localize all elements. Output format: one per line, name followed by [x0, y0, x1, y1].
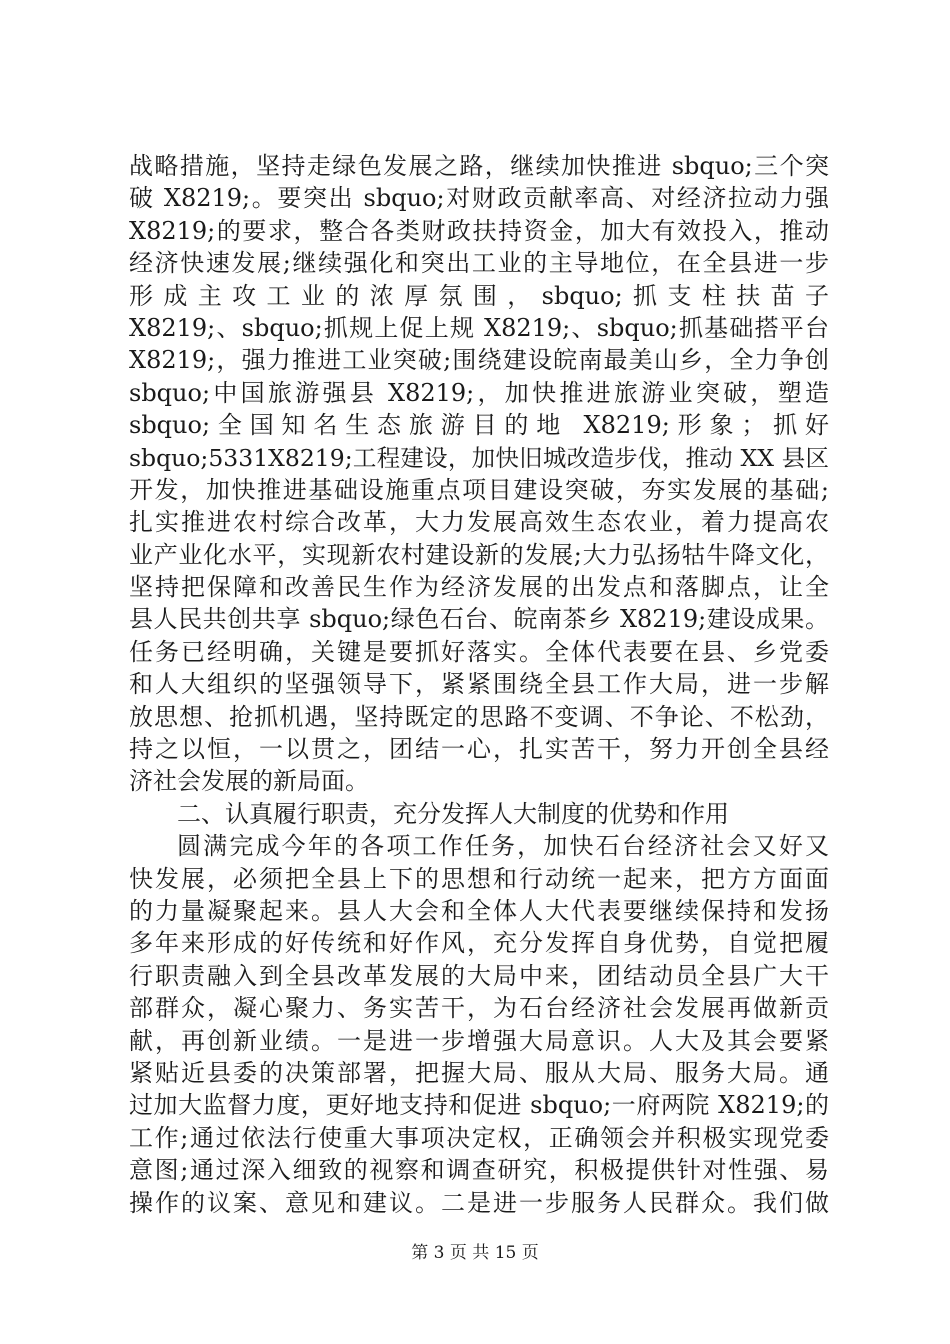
- text-line: X8219;的要求，整合各类财政扶持资金，加大有效投入，推动: [129, 216, 829, 245]
- text-line: 持之以恒，一以贯之，团结一心，扎实苦干，努力开创全县经: [129, 735, 829, 764]
- text-line: 献，再创新业绩。一是进一步增强大局意识。人大及其会要紧: [129, 1026, 829, 1055]
- section-heading: 二、认真履行职责，充分发挥人大制度的优势和作用: [177, 799, 729, 828]
- text-line: 开发，加快推进基础设施重点项目建设突破，夯实发展的基础;: [129, 475, 829, 504]
- text-line: 过加大监督力度，更好地支持和促进 sbquo;一府两院 X8219;的: [129, 1091, 829, 1120]
- page-number-footer: 第 3 页 共 15 页: [411, 1243, 539, 1263]
- text-line: 破 X8219;。要突出 sbquo;对财政贡献率高、对经济拉动力强: [129, 184, 829, 213]
- text-line: 县人民共创共享 sbquo;绿色石台、皖南茶乡 X8219;建设成果。: [129, 605, 829, 634]
- body-text: [129, 150, 829, 1219]
- text-line: 紧贴近县委的决策部署，把握大局、服从大局、服务大局。通: [129, 1058, 829, 1087]
- text-line: 操作的议案、意见和建议。二是进一步服务人民群众。我们做: [129, 1188, 829, 1217]
- text-line: sbquo;中国旅游强县 X8219;，加快推进旅游业突破，塑造: [129, 378, 829, 407]
- text-line: 经济快速发展;继续强化和突出工业的主导地位，在全县进一步: [129, 249, 829, 278]
- text-line: 的力量凝聚起来。县人大会和全体人大代表要继续保持和发扬: [129, 896, 829, 925]
- text-line: 部群众，凝心聚力、务实苦干，为石台经济社会发展再做新贡: [129, 994, 829, 1023]
- text-line: 战略措施，坚持走绿色发展之路，继续加快推进 sbquo;三个突: [129, 152, 829, 180]
- text-line: 和人大组织的坚强领导下，紧紧围绕全县工作大局，进一步解: [129, 670, 829, 699]
- text-line: 圆满完成今年的各项工作任务，加快石台经济社会又好又: [177, 832, 829, 861]
- text-line: 业产业化水平，实现新农村建设新的发展;大力弘扬牯牛降文化，: [129, 540, 829, 569]
- text-line: 坚持把保障和改善民生作为经济发展的出发点和落脚点，让全: [129, 573, 829, 602]
- text-line: X8219;、sbquo;抓规上促上规 X8219;、sbquo;抓基础搭平台: [129, 313, 829, 342]
- text-line: 行职责融入到全县改革发展的大局中来，团结动员全县广大干: [129, 961, 829, 990]
- text-line: 形成主攻工业的浓厚氛围，sbquo;抓支柱扶苗子: [129, 281, 829, 310]
- text-line: 意图;通过深入细致的视察和调查研究，积极提供针对性强、易: [129, 1156, 829, 1185]
- text-line: 多年来形成的好传统和好作风，充分发挥自身优势，自觉把履: [129, 929, 829, 958]
- text-line: 放思想、抢抓机遇，坚持既定的思路不变调、不争论、不松劲，: [129, 702, 829, 731]
- text-line: 任务已经明确，关键是要抓好落实。全体代表要在县、乡党委: [129, 637, 829, 666]
- text-line: 济社会发展的新局面。: [129, 767, 369, 796]
- text-line: sbquo;全国知名生态旅游目的地 X8219;形象；抓好: [129, 411, 829, 440]
- text-line: X8219;，强力推进工业突破;围绕建设皖南最美山乡，全力争创: [129, 346, 829, 375]
- text-line: sbquo;5331X8219;工程建设，加快旧城改造步伐，推动 XX 县区: [129, 443, 829, 472]
- text-line: 快发展，必须把全县上下的思想和行动统一起来，把方方面面: [129, 864, 829, 893]
- text-line: 工作;通过依法行使重大事项决定权，正确领会并积极实现党委: [129, 1123, 829, 1152]
- text-line: 扎实推进农村综合改革，大力发展高效生态农业，着力提高农: [129, 508, 829, 537]
